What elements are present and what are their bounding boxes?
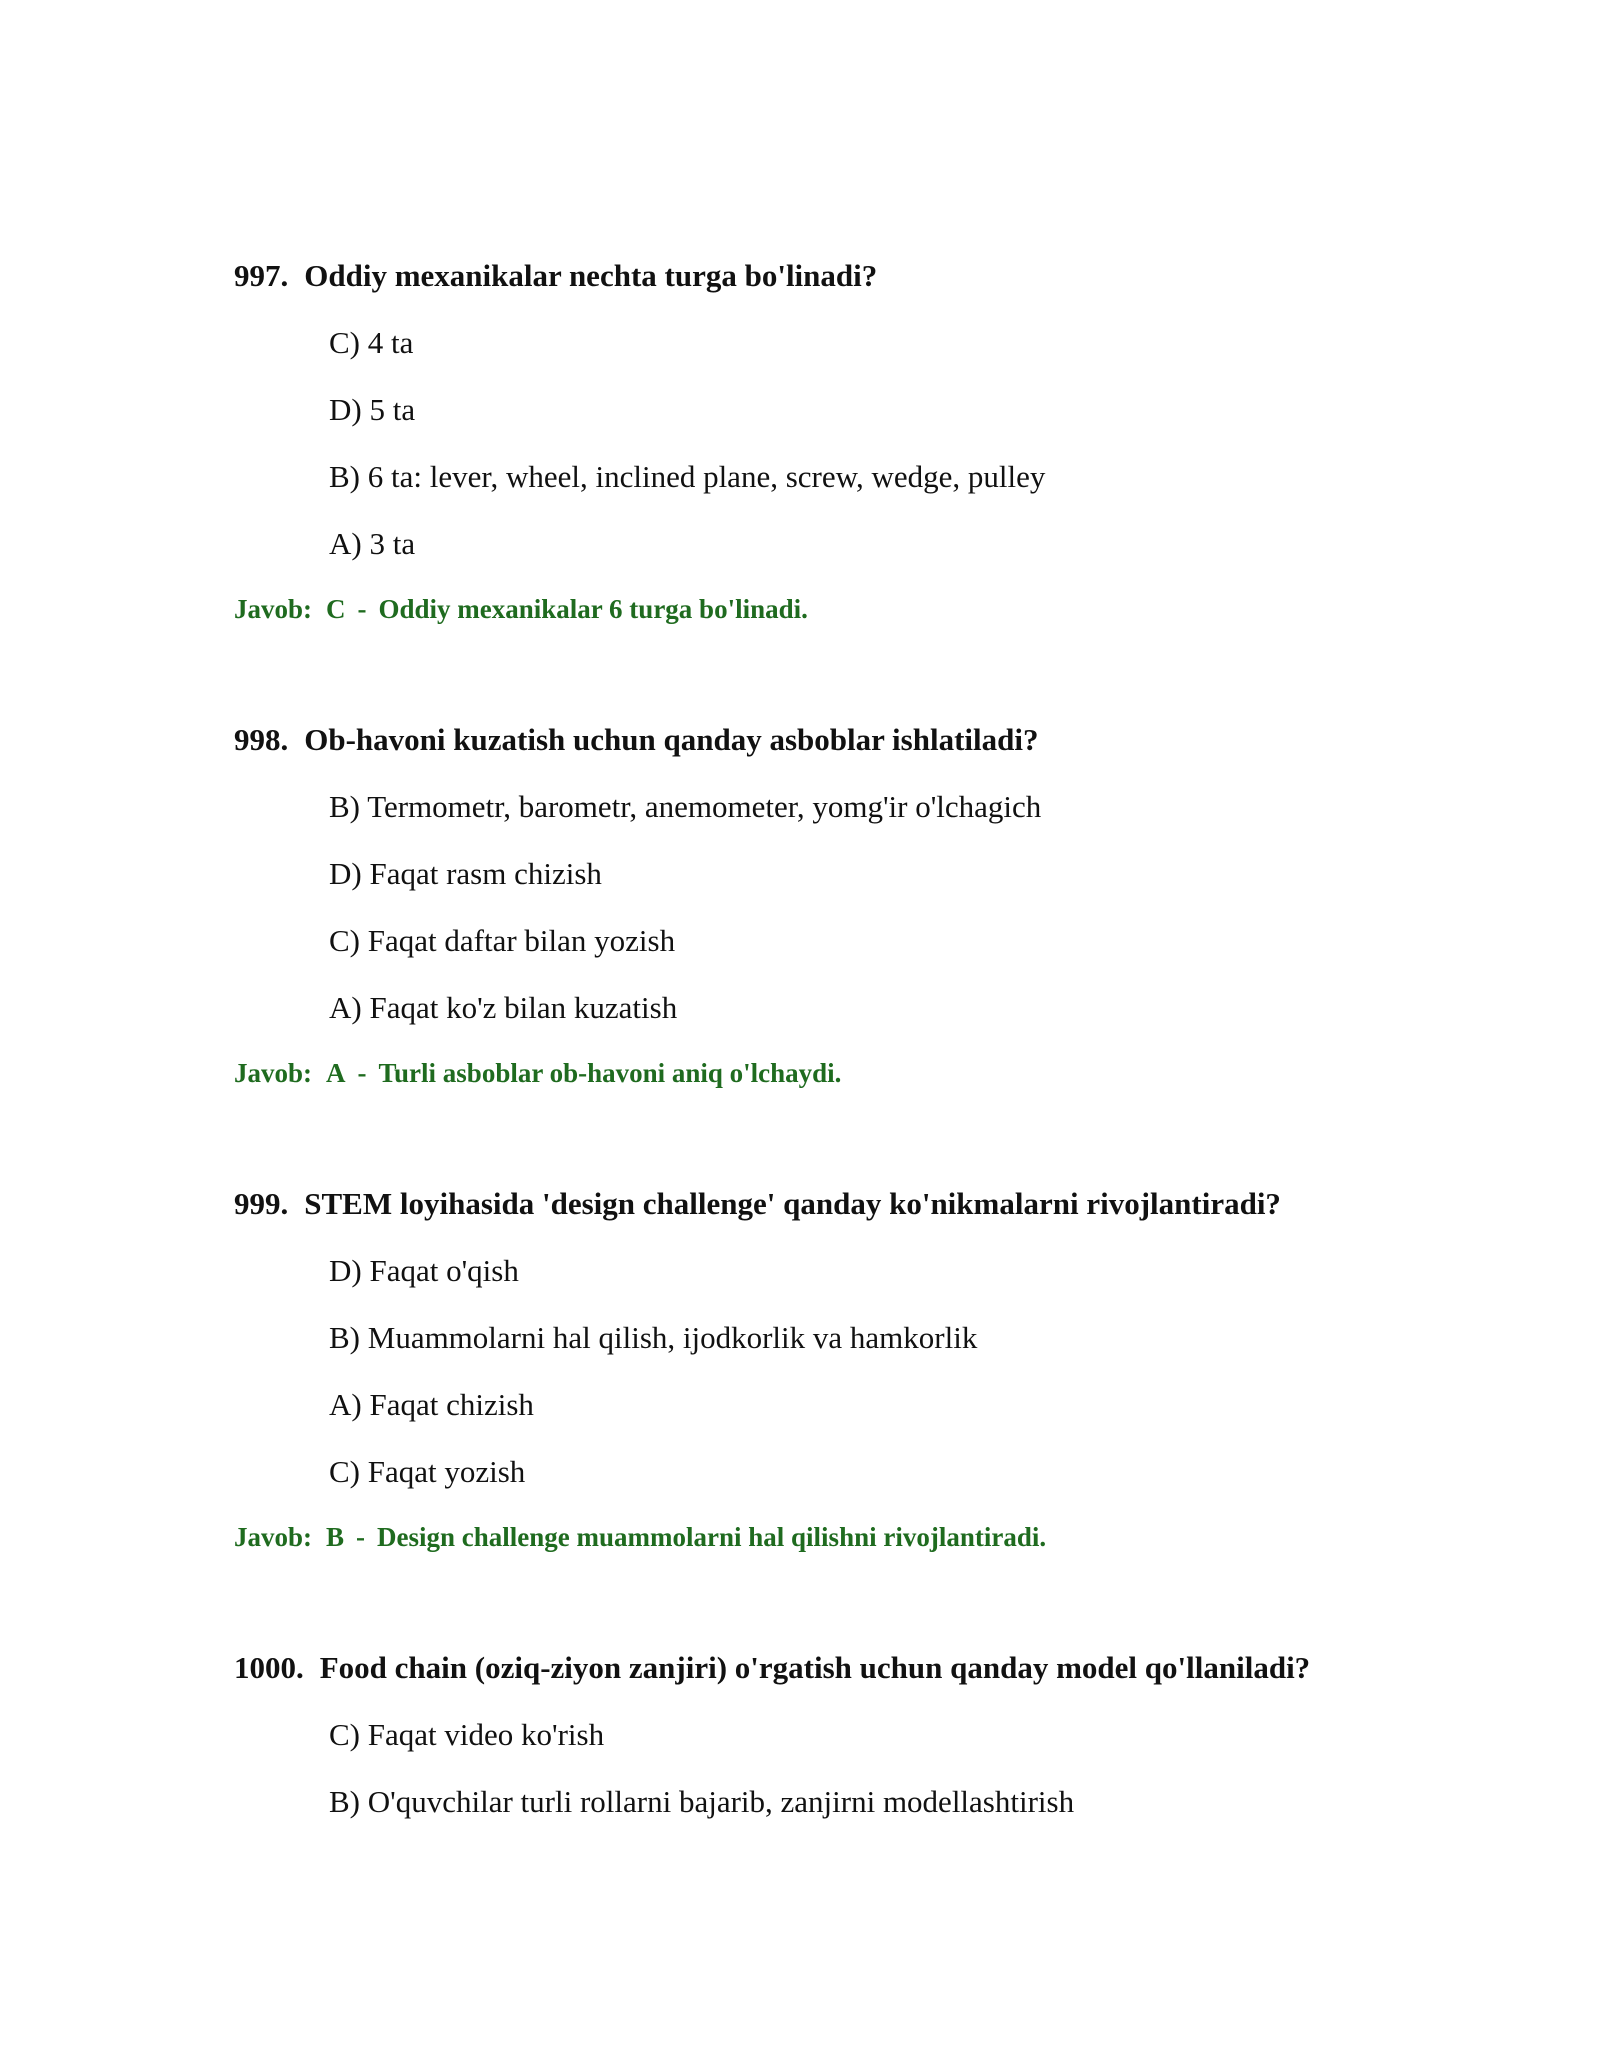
answer-dash: -: [357, 1058, 367, 1088]
answer-letter: A: [326, 1058, 346, 1088]
option-item: A) Faqat chizish: [329, 1387, 534, 1422]
answer-explanation: Design challenge muammolarni hal qilishni rivojlantiradi.: [377, 1522, 1047, 1552]
question-number: 998.: [234, 722, 289, 757]
option-item: D) Faqat o'qish: [329, 1253, 519, 1288]
question-text: STEM loyihasida 'design challenge' qanday ko'nikmalarni rivojlantiradi?: [304, 1186, 1281, 1221]
question-title: [234, 722, 1434, 758]
question-number: 997.: [234, 258, 289, 293]
option-item: D) Faqat rasm chizish: [329, 856, 602, 891]
answer-letter: C: [326, 594, 346, 624]
answer-line: [234, 1057, 1434, 1089]
question-997: [234, 258, 1434, 625]
option-item: C) Faqat video ko'rish: [329, 1717, 605, 1752]
answer-label: Javob:: [234, 1522, 313, 1552]
answer-line: [234, 593, 1434, 625]
question-title: [234, 1186, 1434, 1222]
question-number: 1000.: [234, 1650, 304, 1685]
answer-letter: B: [326, 1522, 345, 1552]
option-item: B) Muammolarni hal qilish, ijodkorlik va hamkorlik: [329, 1320, 978, 1355]
option-item: C) Faqat yozish: [329, 1454, 526, 1489]
answer-dash: -: [357, 594, 367, 624]
option-item: B) 6 ta: lever, wheel, inclined plane, screw, wedge, pulley: [329, 459, 1046, 494]
option-item: A) 3 ta: [329, 526, 416, 561]
answer-explanation: Turli asboblar ob-havoni aniq o'lchaydi.: [378, 1058, 842, 1088]
answer-label: Javob:: [234, 1058, 313, 1088]
answer-explanation: Oddiy mexanikalar 6 turga bo'linadi.: [378, 594, 808, 624]
options-list: [234, 1253, 1434, 1490]
option-item: B) Termometr, barometr, anemometer, yomg'ir o'lchagich: [329, 789, 1042, 824]
answer-line: [234, 1521, 1434, 1553]
question-text: Food chain (oziq-ziyon zanjiri) o'rgatish uchun qanday model qo'llaniladi?: [319, 1650, 1311, 1685]
question-998: [234, 722, 1434, 1089]
options-list: [234, 1717, 1434, 1820]
question-number: 999.: [234, 1186, 289, 1221]
option-item: B) O'quvchilar turli rollarni bajarib, zanjirni modellashtirish: [329, 1784, 1075, 1819]
option-item: A) Faqat ko'z bilan kuzatish: [329, 990, 678, 1025]
answer-dash: -: [356, 1522, 366, 1552]
question-text: Ob-havoni kuzatish uchun qanday asboblar ishlatiladi?: [304, 722, 1039, 757]
question-title: [234, 1650, 1434, 1686]
question-text: Oddiy mexanikalar nechta turga bo'linadi?: [304, 258, 878, 293]
answer-label: Javob:: [234, 594, 313, 624]
option-item: D) 5 ta: [329, 392, 416, 427]
question-999: [234, 1186, 1434, 1553]
option-item: C) 4 ta: [329, 325, 414, 360]
question-title: [234, 258, 1434, 294]
option-item: C) Faqat daftar bilan yozish: [329, 923, 676, 958]
options-list: [234, 325, 1434, 562]
question-1000: [234, 1650, 1434, 1820]
options-list: [234, 789, 1434, 1026]
